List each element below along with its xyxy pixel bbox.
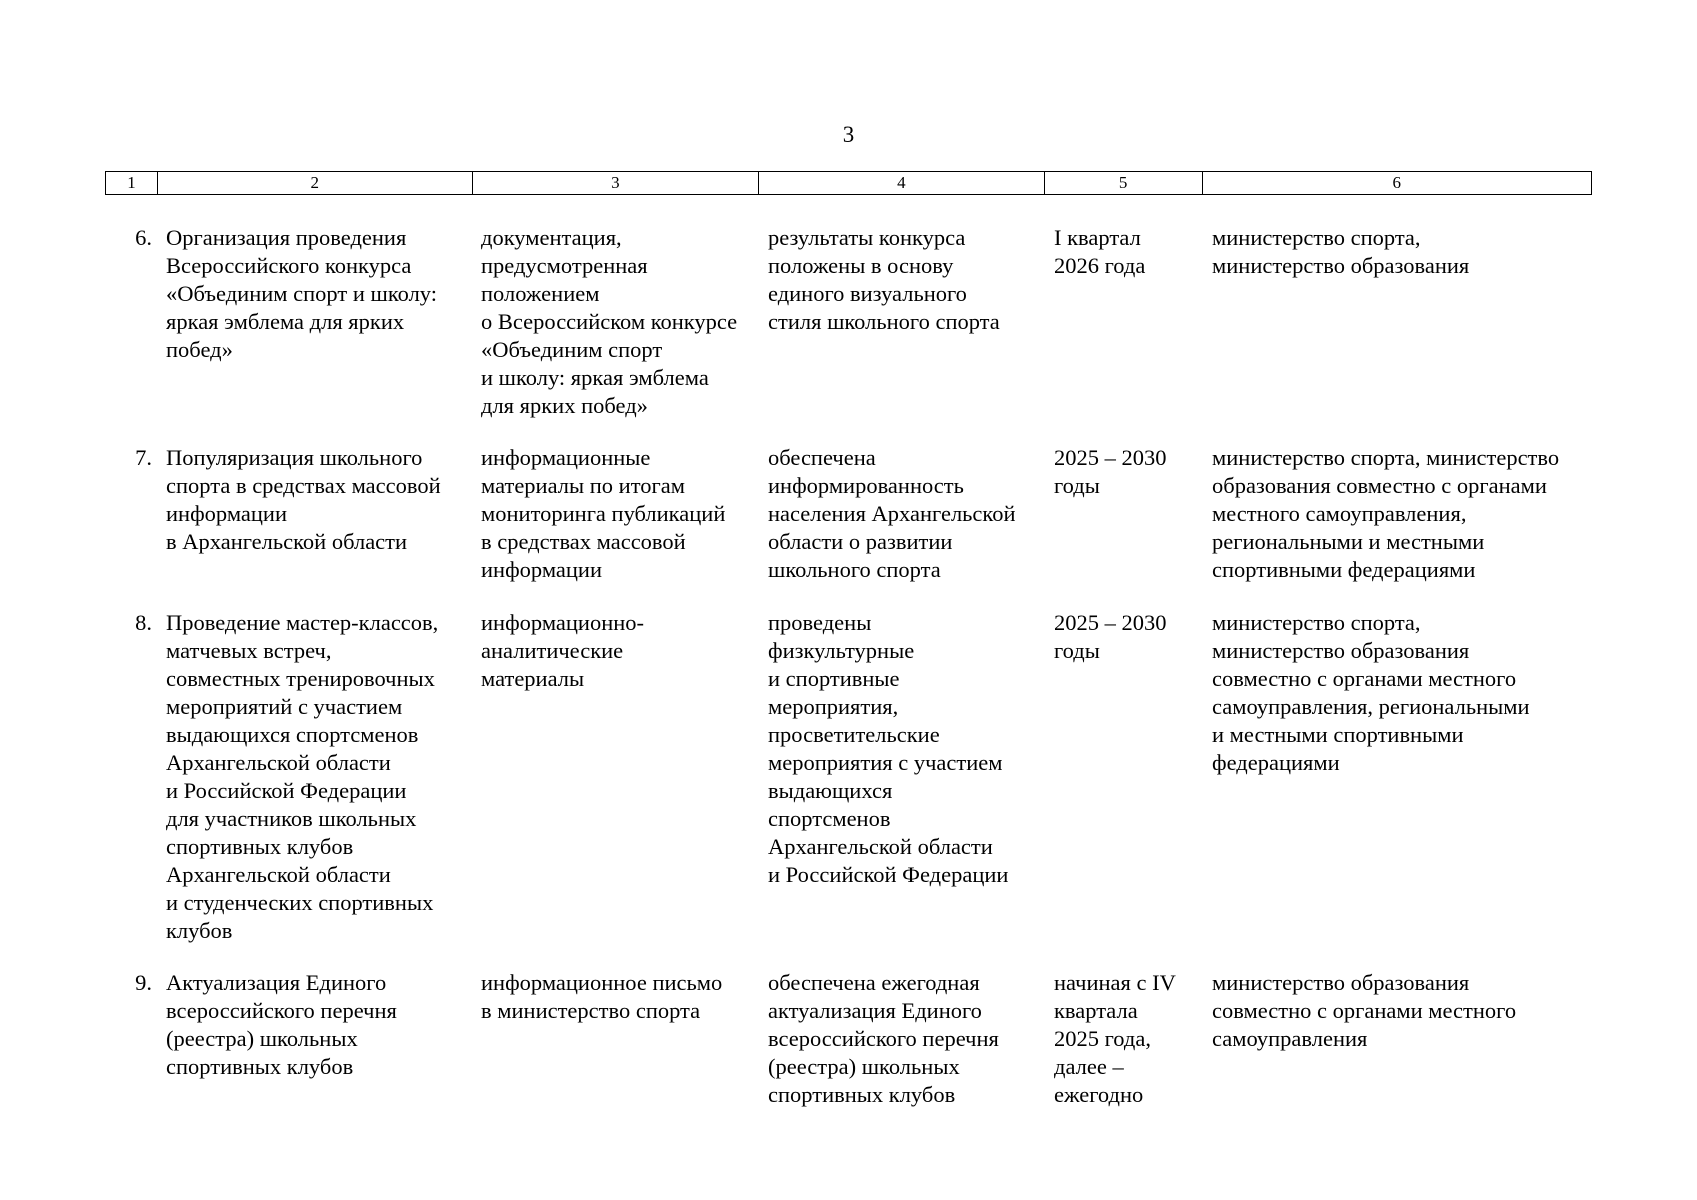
column-number: 2 xyxy=(158,172,473,194)
text-line: региональными и местными xyxy=(1212,529,1485,554)
text-line: ежегодно xyxy=(1054,1082,1144,1107)
text-line: клубов xyxy=(166,918,233,943)
table-row-7 xyxy=(105,444,1592,584)
text-line: материалы xyxy=(481,666,585,691)
column-number: 3 xyxy=(473,172,760,194)
text-line: для ярких побед» xyxy=(481,393,648,418)
text-line: информационно- xyxy=(481,610,645,635)
text-line: совместно с органами местного xyxy=(1212,666,1517,691)
text-line: министерство спорта, xyxy=(1212,610,1421,635)
text-line: и Российской Федерации xyxy=(768,862,1009,887)
event-cell xyxy=(157,609,472,945)
deadline-cell xyxy=(1045,444,1203,584)
column-number: 5 xyxy=(1045,172,1203,194)
text-line: Архангельской области xyxy=(166,862,391,887)
row-number-text: 8. xyxy=(135,610,152,635)
result-cell xyxy=(759,224,1045,420)
document-cell xyxy=(472,609,759,945)
text-line: положены в основу xyxy=(768,253,954,278)
event-cell xyxy=(157,444,472,584)
text-line: мероприятий с участием xyxy=(166,694,403,719)
text-line: матчевых встреч, xyxy=(166,638,332,663)
text-line: спортсменов xyxy=(768,806,891,831)
deadline-cell xyxy=(1045,969,1203,1109)
text-line: совместных тренировочных xyxy=(166,666,435,691)
text-line: о Всероссийском конкурсе xyxy=(481,309,738,334)
document-cell xyxy=(472,969,759,1109)
text-line: самоуправления xyxy=(1212,1026,1368,1051)
text-line: результаты конкурса xyxy=(768,225,966,250)
text-line: министерство спорта, xyxy=(1212,225,1421,250)
document-cell xyxy=(472,224,759,420)
column-number-header xyxy=(105,171,1592,195)
text-line: в средствах массовой xyxy=(481,529,686,554)
text-line: всероссийского перечня xyxy=(166,998,397,1023)
text-line: документация, xyxy=(481,225,622,250)
responsible-cell xyxy=(1203,609,1592,945)
text-line: проведены xyxy=(768,610,872,635)
text-line: в министерство спорта xyxy=(481,998,701,1023)
text-line: спортивных клубов xyxy=(166,834,354,859)
row-number-text: 7. xyxy=(135,445,152,470)
text-line: выдающихся спортсменов xyxy=(166,722,419,747)
column-number: 4 xyxy=(759,172,1045,194)
responsible-cell xyxy=(1203,444,1592,584)
text-line: годы xyxy=(1054,638,1100,663)
text-line: 2025 – 2030 xyxy=(1054,445,1167,470)
page-number: 3 xyxy=(842,122,855,147)
text-line: просветительские xyxy=(768,722,940,747)
text-line: далее – xyxy=(1054,1054,1124,1079)
event-cell xyxy=(157,969,472,1109)
table-row-6 xyxy=(105,224,1592,420)
text-line: предусмотренная xyxy=(481,253,648,278)
text-line: 2026 года xyxy=(1054,253,1146,278)
responsible-cell xyxy=(1203,224,1592,420)
text-line: актуализация Единого xyxy=(768,998,982,1023)
document-cell xyxy=(472,444,759,584)
text-line: Архангельской области xyxy=(768,834,993,859)
text-line: совместно с органами местного xyxy=(1212,998,1517,1023)
text-line: министерство спорта, министерство xyxy=(1212,445,1560,470)
text-line: спортивными федерациями xyxy=(1212,557,1476,582)
text-line: годы xyxy=(1054,473,1100,498)
text-line: квартала xyxy=(1054,998,1138,1023)
row-number xyxy=(105,444,157,584)
row-number-text: 9. xyxy=(135,970,152,995)
row-number xyxy=(105,224,157,420)
text-line: Популяризация школьного xyxy=(166,445,423,470)
column-number: 1 xyxy=(106,172,158,194)
text-line: министерство образования xyxy=(1212,970,1470,995)
text-line: побед» xyxy=(166,337,233,362)
responsible-cell xyxy=(1203,969,1592,1109)
result-cell xyxy=(759,444,1045,584)
text-line: федерациями xyxy=(1212,750,1340,775)
text-line: единого визуального xyxy=(768,281,967,306)
text-line: и местными спортивными xyxy=(1212,722,1464,747)
text-line: мероприятия с участием xyxy=(768,750,1003,775)
text-line: спорта в средствах массовой xyxy=(166,473,441,498)
text-line: начиная с IV xyxy=(1054,970,1176,995)
row-number xyxy=(105,969,157,1109)
text-line: Всероссийского конкурса xyxy=(166,253,412,278)
table-row-9 xyxy=(105,969,1592,1109)
text-line: 2025 года, xyxy=(1054,1026,1151,1051)
text-line: «Объединим спорт и школу: xyxy=(166,281,437,306)
deadline-cell xyxy=(1045,609,1203,945)
text-line: спортивных клубов xyxy=(166,1054,354,1079)
text-line: физкультурные xyxy=(768,638,915,663)
text-line: (реестра) школьных xyxy=(768,1054,960,1079)
text-line: и студенческих спортивных xyxy=(166,890,434,915)
result-cell xyxy=(759,969,1045,1109)
text-line: «Объединим спорт xyxy=(481,337,663,362)
text-line: и спортивные xyxy=(768,666,900,691)
text-line: Организация проведения xyxy=(166,225,407,250)
text-line: яркая эмблема для ярких xyxy=(166,309,405,334)
event-cell xyxy=(157,224,472,420)
text-line: выдающихся xyxy=(768,778,893,803)
text-line: информированность xyxy=(768,473,964,498)
text-line: населения Архангельской xyxy=(768,501,1016,526)
text-line: информации xyxy=(166,501,288,526)
text-line: Архангельской области xyxy=(166,750,391,775)
text-line: обеспечена xyxy=(768,445,876,470)
text-line: и Российской Федерации xyxy=(166,778,407,803)
row-number-text: 6. xyxy=(135,225,152,250)
text-line: стиля школьного спорта xyxy=(768,309,1000,334)
text-line: аналитические xyxy=(481,638,624,663)
deadline-cell xyxy=(1045,224,1203,420)
text-line: мониторинга публикаций xyxy=(481,501,726,526)
text-line: в Архангельской области xyxy=(166,529,408,554)
text-line: мероприятия, xyxy=(768,694,899,719)
text-line: школьного спорта xyxy=(768,557,941,582)
result-cell xyxy=(759,609,1045,945)
text-line: министерство образования xyxy=(1212,638,1470,663)
text-line: самоуправления, региональными xyxy=(1212,694,1530,719)
column-number: 6 xyxy=(1392,173,1401,192)
text-line: обеспечена ежегодная xyxy=(768,970,980,995)
text-line: всероссийского перечня xyxy=(768,1026,999,1051)
text-line: (реестра) школьных xyxy=(166,1026,358,1051)
text-line: Проведение мастер-классов, xyxy=(166,610,439,635)
text-line: для участников школьных xyxy=(166,806,417,831)
text-line: положением xyxy=(481,281,600,306)
text-line: спортивных клубов xyxy=(768,1082,956,1107)
text-line: местного самоуправления, xyxy=(1212,501,1467,526)
text-line: и школу: яркая эмблема xyxy=(481,365,709,390)
text-line: информационное письмо xyxy=(481,970,723,995)
text-line: области о развитии xyxy=(768,529,953,554)
text-line: образования совместно с органами xyxy=(1212,473,1547,498)
text-line: Актуализация Единого xyxy=(166,970,387,995)
text-line: информации xyxy=(481,557,603,582)
text-line: I квартал xyxy=(1054,225,1141,250)
text-line: 2025 – 2030 xyxy=(1054,610,1167,635)
text-line: информационные xyxy=(481,445,651,470)
text-line: министерство образования xyxy=(1212,253,1470,278)
row-number xyxy=(105,609,157,945)
text-line: материалы по итогам xyxy=(481,473,685,498)
table-row-8 xyxy=(105,609,1592,945)
